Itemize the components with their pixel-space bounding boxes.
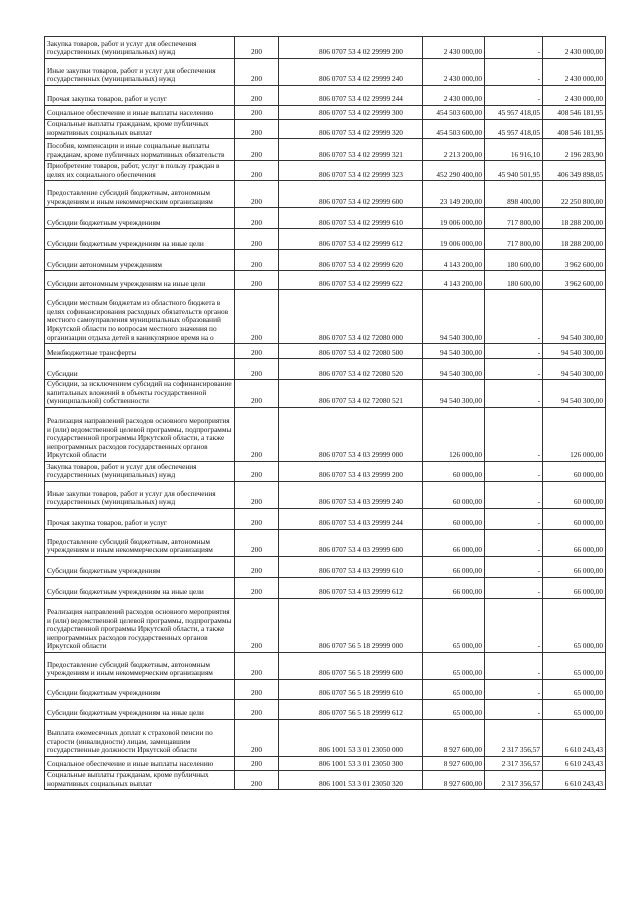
row-executed-amount: - [485,59,543,86]
row-executed-amount: - [485,556,543,577]
row-approved-amount: 4 143 200,00 [423,271,485,290]
row-budget-class-code: 806 0707 53 4 02 29999 612 [279,229,423,250]
row-line-code: 200 [235,359,279,380]
row-line-code: 200 [235,181,279,208]
row-budget-class-code: 806 0707 56 5 18 29999 000 [279,598,423,652]
row-approved-amount: 2 430 000,00 [423,37,485,59]
row-name: Выплата ежемесячных доплат к страховой пенсии по старости (инвалидности) лицам, замещавшим государственные должности Иркутской области [45,719,235,756]
row-budget-class-code: 806 1001 53 3 01 23050 300 [279,756,423,770]
row-budget-class-code: 806 0707 53 4 02 29999 244 [279,86,423,106]
table-body [45,37,606,790]
table-row [45,598,606,652]
table-row [45,120,606,139]
row-budget-class-code: 806 0707 53 4 03 29999 000 [279,407,423,461]
row-executed-amount: - [485,461,543,481]
row-executed-amount: 2 317 356,57 [485,770,543,789]
row-name: Закупка товаров, работ и услуг для обеспечения государственных (муниципальных) нужд [45,461,235,481]
row-remaining-amount: 406 349 898,05 [543,161,606,181]
row-remaining-amount: 65 000,00 [543,679,606,699]
table-row [45,250,606,271]
row-name: Закупка товаров, работ и услуг для обеспечения государственных (муниципальных) нужд [45,37,235,59]
row-executed-amount: 45 940 501,95 [485,161,543,181]
row-approved-amount: 454 503 600,00 [423,120,485,139]
budget-execution-table [44,36,605,790]
row-approved-amount: 94 540 300,00 [423,359,485,380]
row-approved-amount: 19 006 000,00 [423,208,485,229]
row-approved-amount: 8 927 600,00 [423,756,485,770]
row-approved-amount: 23 149 200,00 [423,181,485,208]
row-approved-amount: 65 000,00 [423,652,485,679]
row-line-code: 200 [235,271,279,290]
table-row [45,461,606,481]
row-budget-class-code: 806 1001 53 3 01 23050 320 [279,770,423,789]
row-approved-amount: 66 000,00 [423,556,485,577]
row-name: Субсидии бюджетным учреждениям на иные цели [45,577,235,598]
row-name: Пособия, компенсации и иные социальные выплаты гражданам, кроме публичных нормативных обязательств [45,139,235,161]
row-remaining-amount: 18 288 200,00 [543,229,606,250]
row-line-code: 200 [235,556,279,577]
row-approved-amount: 65 000,00 [423,598,485,652]
row-remaining-amount: 408 546 181,95 [543,120,606,139]
row-remaining-amount: 94 540 300,00 [543,290,606,344]
table-row [45,719,606,756]
row-name: Предоставление субсидий бюджетным, автономным учреждениям и иным некоммерческим организациям [45,652,235,679]
row-budget-class-code: 806 0707 53 4 02 29999 620 [279,250,423,271]
row-budget-class-code: 806 0707 53 4 02 29999 320 [279,120,423,139]
row-remaining-amount: 408 546 181,95 [543,106,606,120]
row-line-code: 200 [235,250,279,271]
row-name: Реализация направлений расходов основного мероприятия и (или) ведомственной целевой программы, подпрограммы государственной программы Иркутской области, а также непрограммных расходов государственных органов Иркутской области [45,407,235,461]
row-remaining-amount: 6 610 243,43 [543,756,606,770]
row-name: Субсидии бюджетным учреждениям [45,679,235,699]
table-row [45,770,606,789]
row-approved-amount: 8 927 600,00 [423,770,485,789]
row-approved-amount: 454 503 600,00 [423,106,485,120]
table-row [45,344,606,359]
row-budget-class-code: 806 0707 53 4 02 29999 610 [279,208,423,229]
row-executed-amount: 180 600,00 [485,250,543,271]
row-line-code: 200 [235,59,279,86]
row-remaining-amount: 60 000,00 [543,508,606,529]
row-budget-class-code: 806 0707 53 4 02 29999 300 [279,106,423,120]
row-remaining-amount: 2 430 000,00 [543,37,606,59]
row-remaining-amount: 6 610 243,43 [543,719,606,756]
row-line-code: 200 [235,652,279,679]
row-approved-amount: 19 006 000,00 [423,229,485,250]
row-remaining-amount: 66 000,00 [543,529,606,556]
row-budget-class-code: 806 0707 53 4 02 29999 622 [279,271,423,290]
row-remaining-amount: 2 196 283,90 [543,139,606,161]
row-approved-amount: 66 000,00 [423,529,485,556]
row-line-code: 200 [235,461,279,481]
row-budget-class-code: 806 0707 53 4 02 72080 520 [279,359,423,380]
row-executed-amount: - [485,290,543,344]
row-budget-class-code: 806 0707 53 4 02 72080 521 [279,380,423,408]
row-remaining-amount: 22 250 800,00 [543,181,606,208]
row-budget-class-code: 806 0707 53 4 02 72080 500 [279,344,423,359]
row-remaining-amount: 3 962 600,00 [543,250,606,271]
table-row [45,407,606,461]
table-row [45,181,606,208]
row-executed-amount: 717 800,00 [485,208,543,229]
row-remaining-amount: 6 610 243,43 [543,770,606,789]
row-line-code: 200 [235,380,279,408]
row-line-code: 200 [235,229,279,250]
row-line-code: 200 [235,139,279,161]
row-budget-class-code: 806 0707 53 4 03 29999 240 [279,481,423,508]
table-row [45,139,606,161]
row-name: Субсидии бюджетным учреждениям на иные цели [45,229,235,250]
row-name: Субсидии бюджетным учреждениям [45,556,235,577]
row-line-code: 200 [235,290,279,344]
row-name: Прочая закупка товаров, работ и услуг [45,508,235,529]
table-row [45,481,606,508]
row-name: Социальное обеспечение и иные выплаты населению [45,756,235,770]
table-row [45,380,606,408]
row-remaining-amount: 94 540 300,00 [543,359,606,380]
row-name: Социальные выплаты гражданам, кроме публичных нормативных социальных выплат [45,120,235,139]
row-approved-amount: 8 927 600,00 [423,719,485,756]
row-executed-amount: - [485,598,543,652]
row-name: Приобретение товаров, работ, услуг в пользу граждан в целях их социального обеспечения [45,161,235,181]
row-remaining-amount: 66 000,00 [543,556,606,577]
table-row [45,679,606,699]
row-remaining-amount: 18 288 200,00 [543,208,606,229]
row-executed-amount: - [485,407,543,461]
row-executed-amount: - [485,699,543,719]
row-line-code: 200 [235,37,279,59]
row-executed-amount: 898 400,00 [485,181,543,208]
row-budget-class-code: 806 0707 53 4 03 29999 600 [279,529,423,556]
row-approved-amount: 65 000,00 [423,679,485,699]
row-line-code: 200 [235,161,279,181]
row-executed-amount: - [485,86,543,106]
row-approved-amount: 94 540 300,00 [423,344,485,359]
table-row [45,229,606,250]
table-row [45,59,606,86]
row-remaining-amount: 65 000,00 [543,598,606,652]
row-executed-amount: - [485,577,543,598]
row-approved-amount: 60 000,00 [423,508,485,529]
row-name: Иные закупки товаров, работ и услуг для обеспечения государственных (муниципальных) нужд [45,59,235,86]
row-executed-amount: - [485,37,543,59]
row-executed-amount: - [485,359,543,380]
row-name: Субсидии бюджетным учреждениям на иные цели [45,699,235,719]
row-approved-amount: 66 000,00 [423,577,485,598]
row-approved-amount: 4 143 200,00 [423,250,485,271]
row-name: Предоставление субсидий бюджетным, автономным учреждениям и иным некоммерческим организациям [45,529,235,556]
table-row [45,529,606,556]
row-line-code: 200 [235,208,279,229]
row-remaining-amount: 94 540 300,00 [543,344,606,359]
row-budget-class-code: 806 0707 53 4 02 29999 600 [279,181,423,208]
row-remaining-amount: 2 430 000,00 [543,86,606,106]
row-executed-amount: 2 317 356,57 [485,719,543,756]
row-line-code: 200 [235,699,279,719]
row-name: Социальные выплаты гражданам, кроме публичных нормативных социальных выплат [45,770,235,789]
row-line-code: 200 [235,106,279,120]
row-name: Субсидии бюджетным учреждениям [45,208,235,229]
row-budget-class-code: 806 0707 56 5 18 29999 612 [279,699,423,719]
row-remaining-amount: 126 000,00 [543,407,606,461]
row-approved-amount: 126 000,00 [423,407,485,461]
row-executed-amount: 45 957 418,05 [485,120,543,139]
row-executed-amount: 717 800,00 [485,229,543,250]
row-line-code: 200 [235,529,279,556]
row-remaining-amount: 66 000,00 [543,577,606,598]
row-budget-class-code: 806 0707 53 4 02 29999 321 [279,139,423,161]
table-row [45,37,606,59]
row-budget-class-code: 806 0707 56 5 18 29999 610 [279,679,423,699]
row-approved-amount: 65 000,00 [423,699,485,719]
row-budget-class-code: 806 0707 53 4 03 29999 610 [279,556,423,577]
table-row [45,508,606,529]
table-row [45,106,606,120]
row-remaining-amount: 60 000,00 [543,461,606,481]
row-approved-amount: 2 430 000,00 [423,86,485,106]
row-name: Предоставление субсидий бюджетным, автономным учреждениям и иным некоммерческим организациям [45,181,235,208]
table-row [45,652,606,679]
row-executed-amount: - [485,529,543,556]
row-line-code: 200 [235,481,279,508]
row-name: Иные закупки товаров, работ и услуг для обеспечения государственных (муниципальных) нужд [45,481,235,508]
row-executed-amount: - [485,652,543,679]
row-executed-amount: 2 317 356,57 [485,756,543,770]
row-name: Прочая закупка товаров, работ и услуг [45,86,235,106]
row-budget-class-code: 806 0707 53 4 02 29999 323 [279,161,423,181]
row-budget-class-code: 806 0707 56 5 18 29999 600 [279,652,423,679]
row-approved-amount: 452 290 400,00 [423,161,485,181]
row-budget-class-code: 806 0707 53 4 03 29999 244 [279,508,423,529]
row-line-code: 200 [235,719,279,756]
row-executed-amount: - [485,380,543,408]
row-executed-amount: - [485,481,543,508]
row-name: Субсидии автономным учреждениям на иные цели [45,271,235,290]
row-remaining-amount: 65 000,00 [543,652,606,679]
row-budget-class-code: 806 0707 53 4 02 29999 240 [279,59,423,86]
table-row [45,577,606,598]
row-budget-class-code: 806 0707 53 4 03 29999 200 [279,461,423,481]
row-remaining-amount: 2 430 000,00 [543,59,606,86]
table-row [45,699,606,719]
row-executed-amount: 180 600,00 [485,271,543,290]
row-remaining-amount: 65 000,00 [543,699,606,719]
expenditure-table [44,36,606,790]
row-line-code: 200 [235,120,279,139]
row-line-code: 200 [235,407,279,461]
row-name: Реализация направлений расходов основного мероприятия и (или) ведомственной целевой программы, подпрограммы государственной программы Иркутской области, а также непрограммных расходов государственных органов Иркутской области [45,598,235,652]
row-remaining-amount: 60 000,00 [543,481,606,508]
table-row [45,208,606,229]
table-row [45,756,606,770]
row-name: Субсидии местным бюджетам из областного бюджета в целях софинансирования расходных обязательств органов местного самоуправления муниципальных образований Иркутской области по вопросам местного значения по организации отдыха детей в каникулярное время на о [45,290,235,344]
row-approved-amount: 60 000,00 [423,481,485,508]
row-line-code: 200 [235,344,279,359]
row-executed-amount: 16 916,10 [485,139,543,161]
row-line-code: 200 [235,508,279,529]
row-line-code: 200 [235,756,279,770]
row-approved-amount: 94 540 300,00 [423,380,485,408]
row-remaining-amount: 94 540 300,00 [543,380,606,408]
row-name: Субсидии автономным учреждениям [45,250,235,271]
table-row [45,161,606,181]
table-row [45,290,606,344]
row-budget-class-code: 806 0707 53 4 02 72080 000 [279,290,423,344]
row-executed-amount: - [485,508,543,529]
row-budget-class-code: 806 1001 53 3 01 23050 000 [279,719,423,756]
row-approved-amount: 94 540 300,00 [423,290,485,344]
row-line-code: 200 [235,577,279,598]
row-approved-amount: 2 213 200,00 [423,139,485,161]
row-executed-amount: 45 957 418,05 [485,106,543,120]
row-line-code: 200 [235,679,279,699]
table-row [45,556,606,577]
row-line-code: 200 [235,598,279,652]
row-budget-class-code: 806 0707 53 4 03 29999 612 [279,577,423,598]
row-budget-class-code: 806 0707 53 4 02 29999 200 [279,37,423,59]
row-executed-amount: - [485,679,543,699]
row-name: Межбюджетные трансферты [45,344,235,359]
table-row [45,271,606,290]
table-row [45,86,606,106]
row-name: Субсидии [45,359,235,380]
row-remaining-amount: 3 962 600,00 [543,271,606,290]
row-line-code: 200 [235,86,279,106]
row-name: Субсидии, за исключением субсидий на софинансирование капитальных вложений в объекты государственной (муниципальной) собственности [45,380,235,408]
table-row [45,359,606,380]
row-approved-amount: 60 000,00 [423,461,485,481]
row-name: Социальное обеспечение и иные выплаты населению [45,106,235,120]
row-line-code: 200 [235,770,279,789]
row-approved-amount: 2 430 000,00 [423,59,485,86]
row-executed-amount: - [485,344,543,359]
